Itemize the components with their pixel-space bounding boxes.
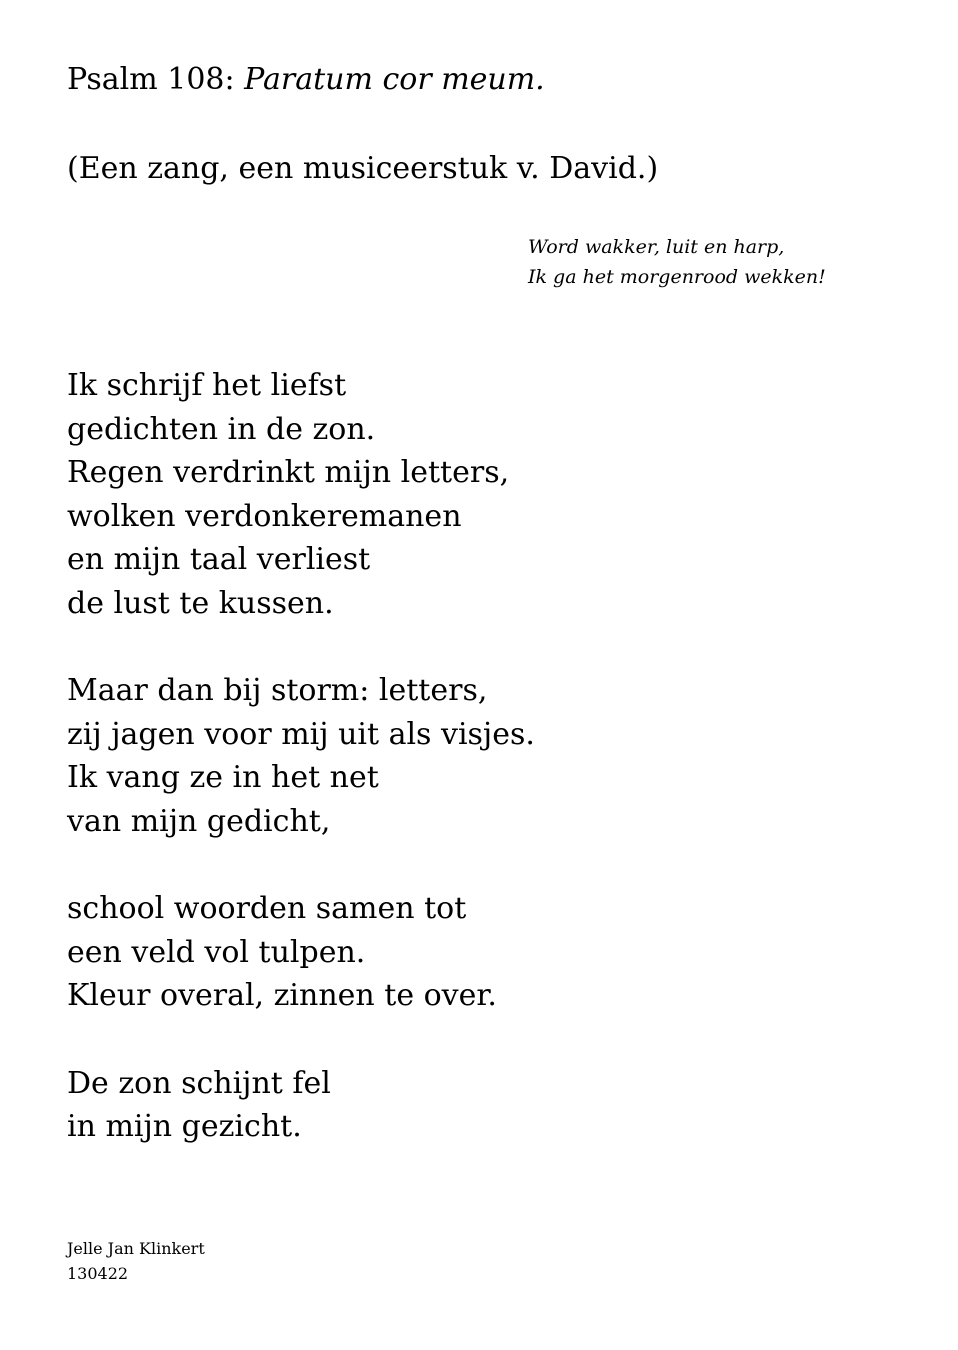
poem-subtitle: (Een zang, een musiceerstuk v. David.) xyxy=(67,151,659,186)
poem-line: de lust te kussen. xyxy=(67,585,334,621)
signature-block xyxy=(67,1236,205,1286)
poem-body xyxy=(67,364,535,1149)
poem-line: van mijn gedicht, xyxy=(67,803,331,839)
poem-line: school woorden samen tot xyxy=(67,891,467,927)
poem-line: in mijn gezicht. xyxy=(67,1109,302,1145)
poem-line: Regen verdrinkt mijn letters, xyxy=(67,455,510,491)
author-name: Jelle Jan Klinkert xyxy=(67,1239,205,1258)
poem-line: Ik schrijf het liefst xyxy=(67,368,347,403)
poem-line: zij jagen voor mij uit als visjes. xyxy=(67,716,535,752)
poem-line: een veld vol tulpen. xyxy=(67,934,366,970)
poem-line: gedichten in de zon. xyxy=(67,411,376,447)
stanza-4 xyxy=(67,1062,535,1149)
poem-title xyxy=(67,57,545,103)
poem-line: en mijn taal verliest xyxy=(67,542,371,578)
poem-line: Kleur overal, zinnen te over. xyxy=(67,978,497,1014)
epigraph xyxy=(528,232,826,292)
poem-line: wolken verdonkeremanen xyxy=(67,498,462,534)
title-prefix: Psalm 108: xyxy=(67,62,245,97)
stanza-2 xyxy=(67,669,535,843)
poem-date: 130422 xyxy=(67,1264,129,1283)
epigraph-line: Word wakker, luit en harp, xyxy=(528,236,785,258)
poem-line: Ik vang ze in het net xyxy=(67,760,379,796)
poem-line: Maar dan bij storm: letters, xyxy=(67,673,488,709)
stanza-3 xyxy=(67,887,535,1018)
stanza-1 xyxy=(67,364,535,626)
epigraph-line: Ik ga het morgenrood wekken! xyxy=(528,266,826,288)
poem-line: De zon schijnt fel xyxy=(67,1065,331,1101)
title-latin: Paratum cor meum. xyxy=(244,62,545,97)
